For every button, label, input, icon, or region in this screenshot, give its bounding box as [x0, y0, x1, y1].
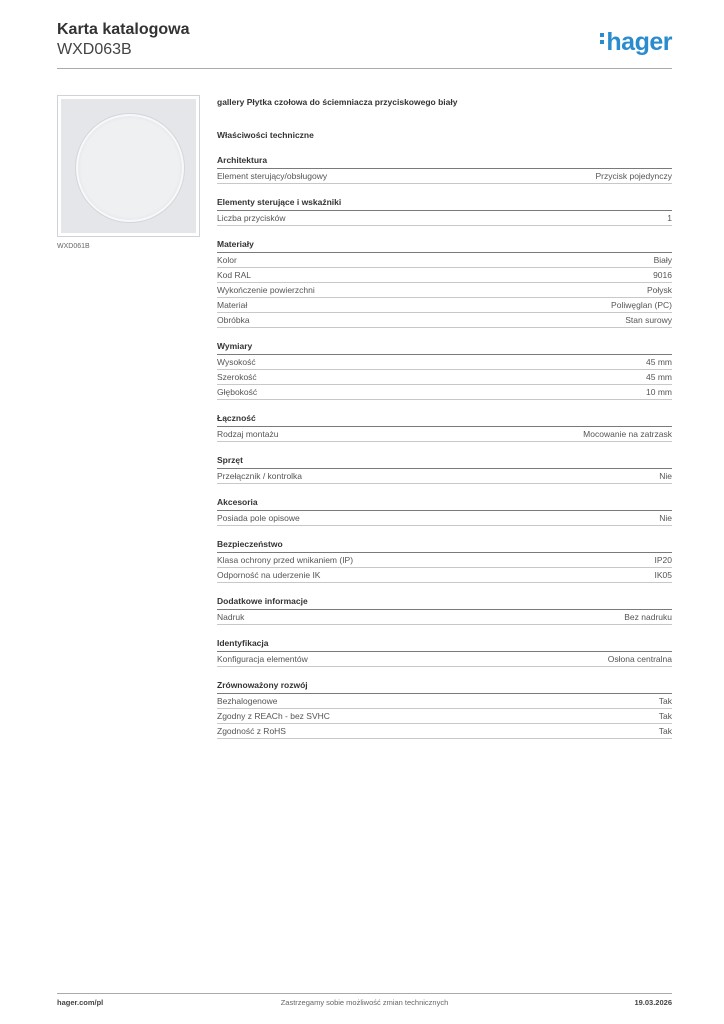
- spec-label: Wysokość: [217, 357, 256, 367]
- spec-row: [217, 169, 672, 184]
- document-title: Karta katalogowa: [57, 21, 190, 38]
- spec-row: [217, 268, 672, 283]
- spec-row: [217, 610, 672, 625]
- spec-row: [217, 313, 672, 328]
- spec-groups: [217, 155, 672, 739]
- logo-dots-icon: [600, 30, 604, 47]
- spec-content: [217, 96, 672, 739]
- spec-group: [217, 455, 672, 484]
- spec-value: 9016: [653, 270, 672, 280]
- document-header: [57, 20, 189, 60]
- product-name: gallery Płytka czołowa do ściemniacza przyciskowego biały: [217, 97, 458, 107]
- spec-value: Tak: [658, 726, 672, 736]
- spec-group-title: Wymiary: [217, 341, 672, 355]
- spec-label: Kolor: [217, 255, 237, 265]
- spec-value: Tak: [658, 696, 672, 706]
- push-button-disc: [76, 114, 184, 222]
- section-title: Właściwości techniczne: [217, 130, 314, 140]
- spec-group-title: Identyfikacja: [217, 638, 672, 652]
- spec-group-title: Zrównoważony rozwój: [217, 680, 672, 694]
- product-plate: [61, 99, 196, 233]
- spec-row: [217, 370, 672, 385]
- spec-label: Liczba przycisków: [217, 213, 286, 223]
- product-code: WXD063B: [57, 41, 132, 58]
- spec-group-title: Bezpieczeństwo: [217, 539, 672, 553]
- spec-row: [217, 568, 672, 583]
- spec-label: Kod RAL: [217, 270, 252, 280]
- spec-value: Tak: [658, 711, 672, 721]
- spec-group-title: Architektura: [217, 155, 672, 169]
- spec-row: [217, 211, 672, 226]
- spec-label: Bezhalogenowe: [217, 696, 278, 706]
- spec-row: [217, 283, 672, 298]
- spec-label: Wykończenie powierzchni: [217, 285, 315, 295]
- spec-group: [217, 197, 672, 226]
- spec-label: Odporność na uderzenie IK: [217, 570, 321, 580]
- spec-row: [217, 652, 672, 667]
- spec-value: IP20: [654, 555, 672, 565]
- spec-value: Bez nadruku: [624, 612, 672, 622]
- spec-label: Głębokość: [217, 387, 258, 397]
- spec-value: Nie: [659, 471, 672, 481]
- spec-value: 45 mm: [646, 357, 672, 367]
- spec-label: Rodzaj montażu: [217, 429, 279, 439]
- spec-value: Osłona centralna: [607, 654, 672, 664]
- spec-row: [217, 469, 672, 484]
- spec-value: 10 mm: [646, 387, 672, 397]
- spec-group-title: Akcesoria: [217, 497, 672, 511]
- spec-value: Przycisk pojedynczy: [595, 171, 672, 181]
- spec-group: [217, 638, 672, 667]
- logo-text: hager: [606, 28, 672, 56]
- spec-group: [217, 497, 672, 526]
- spec-value: Biały: [653, 255, 672, 265]
- spec-label: Zgodny z REACh - bez SVHC: [217, 711, 330, 721]
- spec-group: [217, 155, 672, 184]
- footer-disclaimer: Zastrzegamy sobie możliwość zmian technicznych: [280, 998, 449, 1007]
- spec-value: IK05: [654, 570, 672, 580]
- spec-label: Posiada pole opisowe: [217, 513, 300, 523]
- spec-label: Przełącznik / kontrolka: [217, 471, 303, 481]
- image-caption: WXD061B: [57, 243, 90, 250]
- spec-label: Konfiguracja elementów: [217, 654, 308, 664]
- footer-website[interactable]: hager.com/pl: [57, 998, 104, 1007]
- spec-row: [217, 694, 672, 709]
- spec-label: Materiał: [217, 300, 248, 310]
- hager-logo: [600, 27, 672, 57]
- spec-group-title: Łączność: [217, 413, 672, 427]
- spec-group-title: Sprzęt: [217, 455, 672, 469]
- spec-label: Zgodność z RoHS: [217, 726, 286, 736]
- spec-label: Szerokość: [217, 372, 257, 382]
- spec-row: [217, 253, 672, 268]
- spec-row: [217, 553, 672, 568]
- spec-label: Obróbka: [217, 315, 250, 325]
- spec-value: Nie: [659, 513, 672, 523]
- footer-divider: [57, 993, 672, 994]
- spec-value: Stan surowy: [625, 315, 672, 325]
- spec-group-title: Elementy sterujące i wskaźniki: [217, 197, 672, 211]
- spec-group: [217, 239, 672, 328]
- spec-value: Mocowanie na zatrzask: [583, 429, 672, 439]
- product-image: [57, 95, 200, 237]
- header-divider: [57, 68, 672, 69]
- spec-value: Poliwęglan (PC): [611, 300, 672, 310]
- spec-row: [217, 298, 672, 313]
- spec-row: [217, 511, 672, 526]
- spec-group: [217, 413, 672, 442]
- spec-label: Nadruk: [217, 612, 245, 622]
- spec-row: [217, 709, 672, 724]
- spec-value: Połysk: [646, 285, 672, 295]
- spec-group: [217, 539, 672, 583]
- spec-row: [217, 355, 672, 370]
- spec-group-title: Dodatkowe informacje: [217, 596, 672, 610]
- spec-group: [217, 680, 672, 739]
- spec-label: Klasa ochrony przed wnikaniem (IP): [217, 555, 354, 565]
- spec-row: [217, 724, 672, 739]
- spec-row: [217, 427, 672, 442]
- spec-label: Element sterujący/obsługowy: [217, 171, 328, 181]
- spec-value: 1: [667, 213, 672, 223]
- spec-group-title: Materiały: [217, 239, 672, 253]
- spec-value: 45 mm: [646, 372, 672, 382]
- spec-row: [217, 385, 672, 400]
- spec-group: [217, 596, 672, 625]
- spec-group: [217, 341, 672, 400]
- footer-date: 19.03.2026: [634, 998, 672, 1007]
